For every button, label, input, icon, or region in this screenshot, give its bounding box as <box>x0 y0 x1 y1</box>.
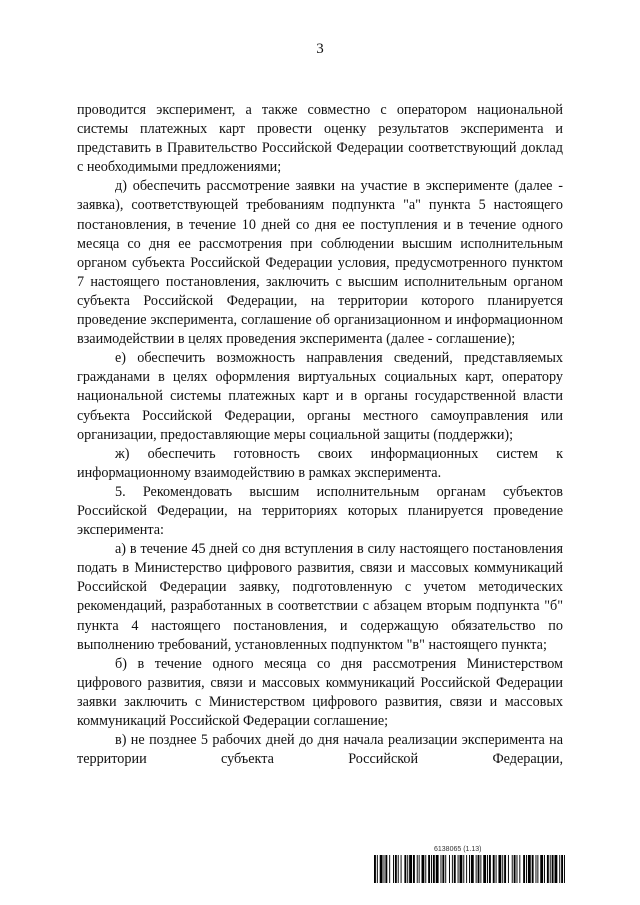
paragraph-item-d: д) обеспечить рассмотрение заявки на участие в эксперименте (далее - заявка), соответствующей требованиям подпункта "а" пункта 5 настоящего постановления, в течение 10 дней со дня ее поступления и в течение одного месяца со дня ее рассмотрения при соблюдении высшим исполнительным органом субъекта Российской Федерации условия, предусмотренного пунктом 7 настоящего постановления, заключить с высшим исполнительным органом субъекта Российской Федерации, на территории которого планируется проведение эксперимента, соглашение об организационном и информационном взаимодействии в целях проведения эксперимента (далее - соглашение); <box>77 178 563 348</box>
paragraph-item-zh: ж) обеспечить готовность своих информационных систем к информационному взаимодействию в рамках эксперимента. <box>77 445 563 481</box>
paragraph-clause-5: 5. Рекомендовать высшим исполнительным органам субъектов Российской Федерации, на территориях которых планируется проведение эксперимента: <box>77 483 563 539</box>
document-code: 6138065 (1.13) <box>434 846 482 853</box>
document-body <box>77 101 563 769</box>
paragraph-continuation: проводится эксперимент, а также совместно с оператором национальной системы платежных карт провести оценку результатов эксперимента и представить в Правительство Российской Федерации соответствующий доклад с необходимыми предложениями; <box>77 102 563 176</box>
page-number: 3 <box>316 41 324 57</box>
paragraph-item-a: а) в течение 45 дней со дня вступления в силу настоящего постановления подать в Министерство цифрового развития, связи и массовых коммуникаций Российской Федерации заявку, подготовленную с учетом методических рекомендаций, разработанных в соответствии с абзацем вторым подпункта "б" пункта 4 настоящего постановления, и содержащую обязательство по выполнению требований, установленных подпунктом "в" настоящего пункта; <box>77 541 563 653</box>
barcode-image <box>374 855 566 883</box>
paragraph-item-v: в) не позднее 5 рабочих дней до дня начала реализации эксперимента на территории субъекта Российской Федерации, <box>77 732 563 768</box>
paragraph-item-b: б) в течение одного месяца со дня рассмотрения Министерством цифрового развития, связи и массовых коммуникаций Российской Федерации заявки заключить с Министерством цифрового развития, связи и массовых коммуникаций Российской Федерации соглашение; <box>77 655 563 729</box>
paragraph-item-e: е) обеспечить возможность направления сведений, представляемых гражданами в целях оформления виртуальных социальных карт, оператору национальной системы платежных карт и в органы государственной власти субъекта Российской Федерации, органы местного самоуправления или организации, предоставляющие меры социальной защиты (поддержки); <box>77 350 563 443</box>
